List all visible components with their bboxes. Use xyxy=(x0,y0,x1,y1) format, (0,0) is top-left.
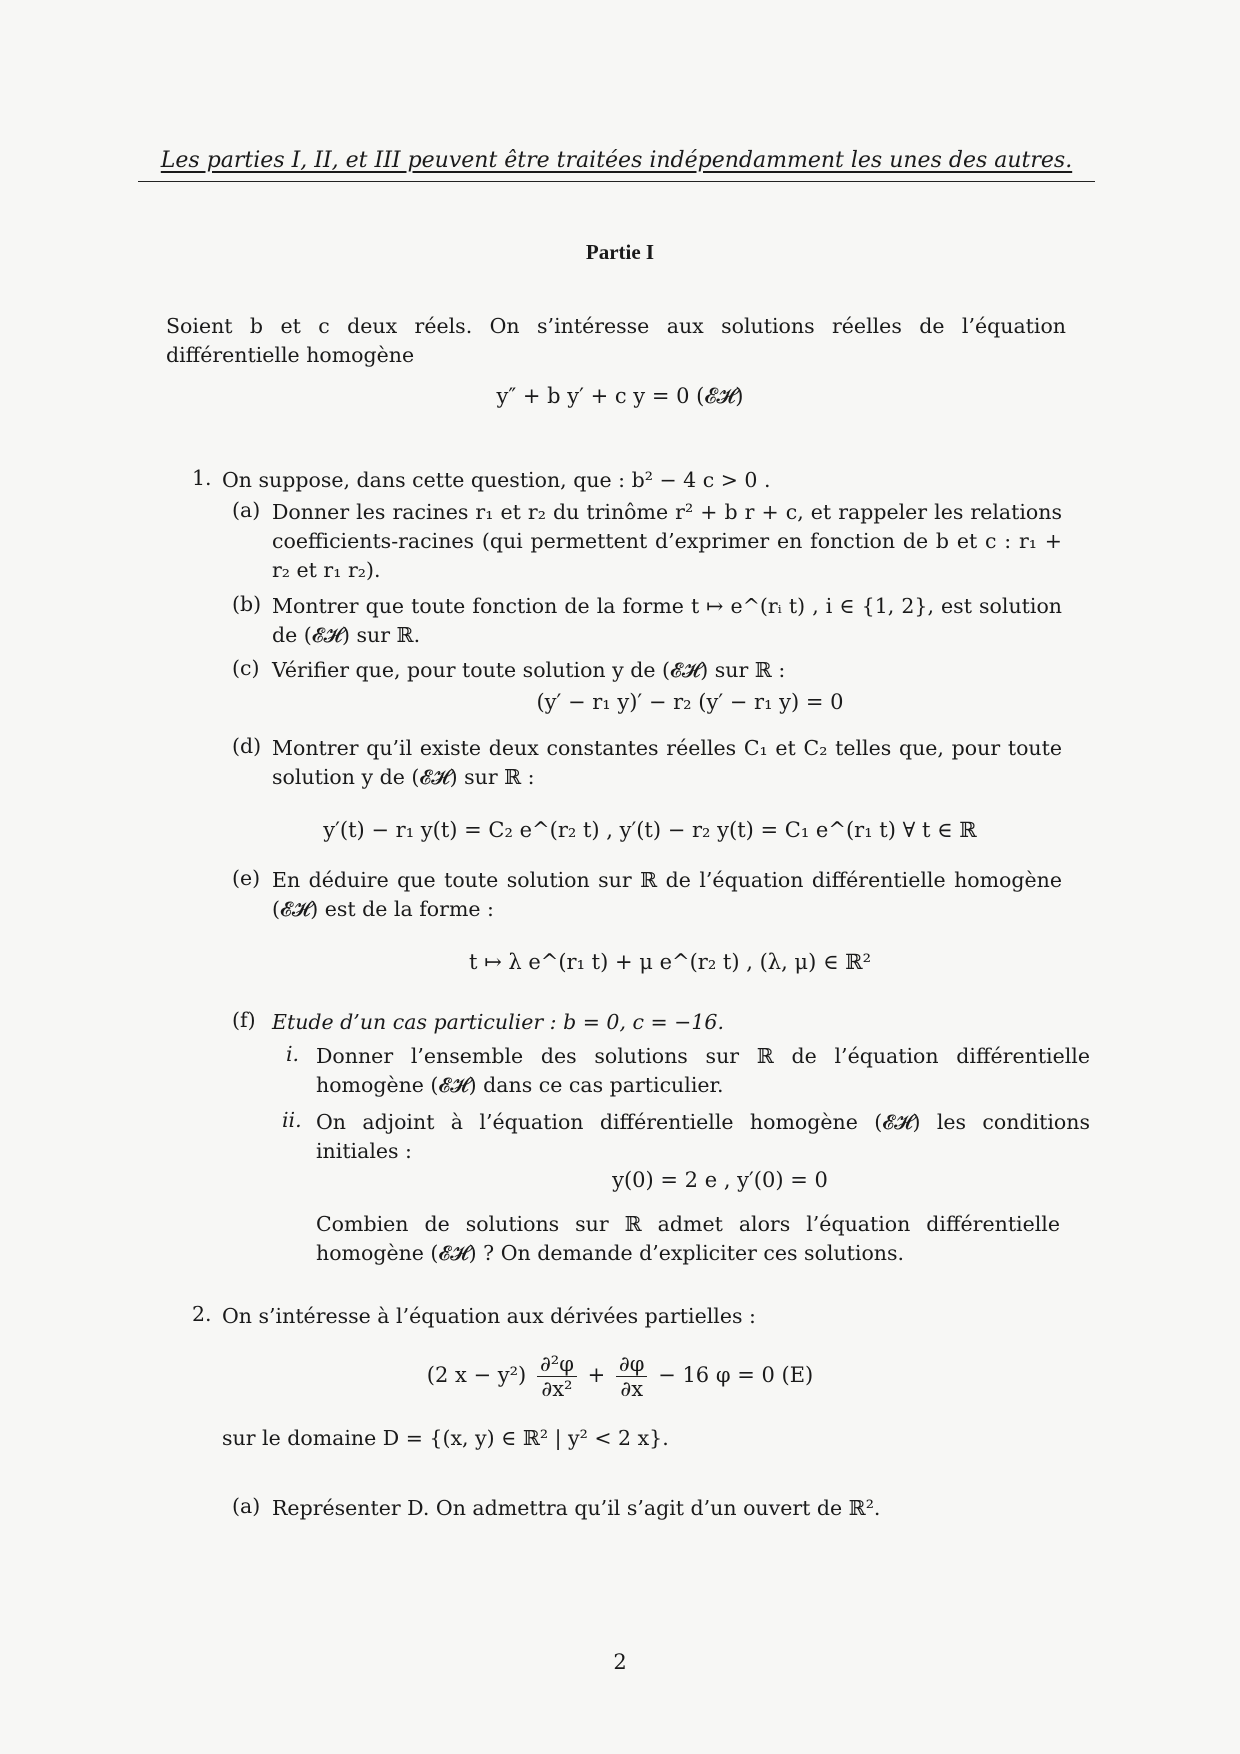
q1fi-text: Donner l’ensemble des solutions sur ℝ de l’équation différentielle homogène (𝓔𝓗) dans ce cas particulier. xyxy=(316,1044,1090,1097)
q1f-text: Etude d’un cas particulier : b = 0, c = −16. xyxy=(272,1010,724,1034)
q2-eq-plus: + xyxy=(587,1363,606,1387)
q2-statement: On s’intéresse à l’équation aux dérivées partielles : xyxy=(222,1304,756,1328)
q1e-equation: t ↦ λ e^(r₁ t) + μ e^(r₂ t) , (λ, μ) ∈ ℝ² xyxy=(468,950,872,974)
q1fii-equation: y(0) = 2 e , y′(0) = 0 xyxy=(612,1168,828,1192)
q1fii-text2: Combien de solutions sur ℝ admet alors l’équation différentielle homogène (𝓔𝓗) ? On demande d’expliciter ces solutions. xyxy=(316,1212,1060,1265)
q1fii-label: ii. xyxy=(282,1108,302,1132)
q2-frac2-den: ∂x xyxy=(620,1377,644,1401)
q2-fraction-2 xyxy=(616,1352,648,1401)
q1-statement: On suppose, dans cette question, que : b² − 4 c > 0 . xyxy=(222,468,771,492)
q1c-label: (c) xyxy=(232,656,260,680)
intro-paragraph: Soient b et c deux réels. On s’intéresse aux solutions réelles de l’équation différentielle homogène xyxy=(166,314,1066,367)
q2-domain: sur le domaine D = {(x, y) ∈ ℝ² | y² < 2 x}. xyxy=(222,1426,669,1450)
q1f-label: (f) xyxy=(232,1008,256,1032)
q2-number: 2. xyxy=(192,1302,212,1326)
instructions-header: Les parties I, II, et III peuvent être traitées indépendamment les unes des autres. xyxy=(138,148,1095,182)
part-title: Partie I xyxy=(585,240,655,264)
q1c-text: Vérifier que, pour toute solution y de (𝓔𝓗) sur ℝ : xyxy=(272,658,786,682)
q2a-label: (a) xyxy=(232,1494,261,1518)
q1a-text: Donner les racines r₁ et r₂ du trinôme r² + b r + c, et rappeler les relations coefficients-racines (qui permettent d’exprimer en fonction de b et c : r₁ + r₂ et r₁ r₂). xyxy=(272,500,1062,582)
q1fi-label: i. xyxy=(286,1042,300,1066)
q2-frac1-den: ∂x² xyxy=(541,1377,573,1401)
q2-frac2-num: ∂φ xyxy=(616,1352,648,1377)
q2-eq-right: − 16 φ = 0 (E) xyxy=(658,1363,814,1387)
q1d-equation: y′(t) − r₁ y(t) = C₂ e^(r₂ t) , y′(t) − r₂ y(t) = C₁ e^(r₁ t) ∀ t ∈ ℝ xyxy=(323,818,977,842)
q1d-label: (d) xyxy=(232,734,262,758)
q1d-text: Montrer qu’il existe deux constantes réelles C₁ et C₂ telles que, pour toute solution y de (𝓔𝓗) sur ℝ : xyxy=(272,736,1062,789)
q1-number: 1. xyxy=(192,466,212,490)
q2-equation xyxy=(0,1352,1240,1401)
q1a-label: (a) xyxy=(232,498,261,522)
main-equation: y″ + b y′ + c y = 0 (𝓔𝓗) xyxy=(496,384,744,408)
q1e-text: En déduire que toute solution sur ℝ de l’équation différentielle homogène (𝓔𝓗) est de la forme : xyxy=(272,868,1062,921)
q1b-text: Montrer que toute fonction de la forme t ↦ e^(rᵢ t) , i ∈ {1, 2}, est solution de (𝓔𝓗) sur ℝ. xyxy=(272,594,1062,647)
q2a-text: Représenter D. On admettra qu’il s’agit d’un ouvert de ℝ². xyxy=(272,1496,881,1520)
q1e-label: (e) xyxy=(232,866,261,890)
q1c-equation: (y′ − r₁ y)′ − r₂ (y′ − r₁ y) = 0 xyxy=(536,690,844,714)
q2-fraction-1 xyxy=(537,1352,577,1401)
q1b-label: (b) xyxy=(232,592,262,616)
page-number: 2 xyxy=(613,1650,627,1674)
q2-frac1-num: ∂²φ xyxy=(537,1352,577,1377)
q2-eq-left: (2 x − y²) xyxy=(426,1363,527,1387)
q1fii-text: On adjoint à l’équation différentielle homogène (𝓔𝓗) les conditions initiales : xyxy=(316,1110,1090,1163)
